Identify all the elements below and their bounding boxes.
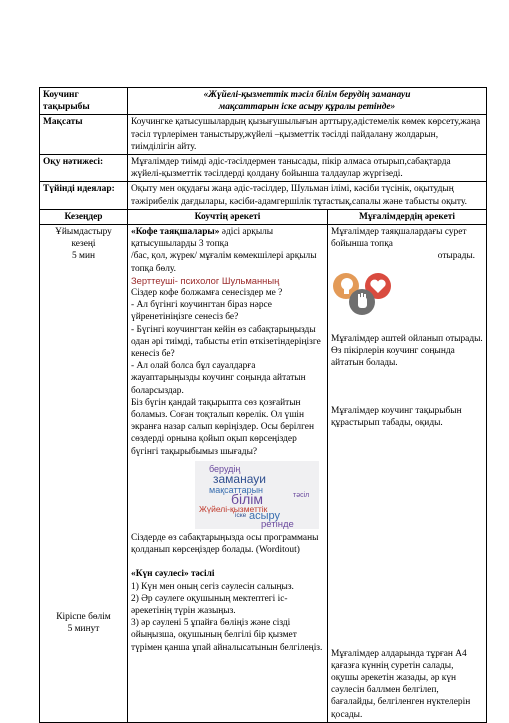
word-cloud-word: заманауи [213, 471, 266, 486]
teacher-action-3: Мұғалімдер коучинг тақырыбын құрастырып табады, оқиды. [331, 406, 462, 429]
goal-label: Мақсаты [40, 115, 128, 155]
stage-cell [40, 225, 128, 723]
outcome-row [40, 155, 487, 182]
topic-line-1: «Жүйелі-қызметтік тәсіл білім берудің заманауи [203, 90, 411, 100]
worditout-text: Сіздерде өз сабақтарыңызда осы программаны қолданып көрсеңіздер болады. (Worditout) [131, 532, 319, 556]
lesson-plan-table [39, 87, 487, 723]
header-coach-actions: Коучтің әрекеті [128, 209, 328, 224]
word-cloud-word: тәсіл [293, 491, 310, 499]
topic-value [128, 88, 487, 115]
teacher-action-1: Мұғалімдер таяқшалардағы сурет бойынша топқа [331, 227, 467, 250]
teacher-actions-cell [328, 225, 487, 723]
sun-step-1: 1) Күн мен оның сегіз сәулесін салыңыз. [131, 581, 294, 592]
table-header-row [40, 209, 487, 224]
key-ideas-row [40, 182, 487, 209]
question-3: - Бүгінгі коучингтан кейін өз сабақтарыңызды одан әрі тиімді, табысты етіп өткізетіндеріңізге кенесіз бе? [131, 324, 321, 360]
goal-value: Коучингке қатысушылардың қызығушылығын арттыру,әдістемелік көмек көрсету,жаңа тәсіл түрлерімен таныстыру,жүйелі –қызметтік тәсілді пайдалану жолдарын, тиімділігін айту. [128, 115, 487, 155]
teacher-action-1b: отырады. [437, 251, 475, 262]
sun-ray-title: «Күн сәулесі» [131, 569, 189, 580]
header-stages: Кезеңдер [40, 209, 128, 224]
hand-icon [349, 289, 375, 315]
stage2-name: Кіріспе бөлім [56, 611, 111, 622]
topic-row [40, 88, 487, 115]
stage1-duration: 5 мин [72, 251, 95, 262]
key-ideas-value: Оқыту мен оқудағы жаңа әдіс-тәсілдер, Шульман ілімі, кәсіби түсінік, оқытудың тәжірибелік дағдылары, кәсіби-адамгершілік тұтастық,сапалы және табысты оқыту. [128, 182, 487, 209]
coach-line-2: /бас, қол, жүрек/ мұғалім көмекшілері арқылы топқа бөлу. [131, 251, 317, 274]
stage-row [40, 225, 487, 723]
outcome-value: Мұғалімдер тиімді әдіс-тәсілдермен танысады, пікір алмаса отырып,сабақтарда жүйелі-қызметтік тәсілдерді қолдану бойынша талдаулар жүргізеді. [128, 155, 487, 182]
head-heart-hand-icons [331, 269, 483, 315]
word-cloud-word: білім [231, 490, 264, 507]
word-cloud-word: асыру [249, 509, 281, 522]
sun-step-2: 2) Әр сәулеге оқушының мектептегі іс-әрекетінің түрін жазыңыз. [131, 593, 288, 616]
topic-line-2: мақсаттарын іске асыру құралы ретінде» [218, 102, 396, 113]
coffee-sticks-title: «Кофе таяқшалары» [131, 227, 220, 238]
coffee-sticks-rest: әдісі арқылы қатысушыларды 3 топқа [131, 227, 274, 250]
coffee-sticks-method [131, 226, 324, 250]
sun-step-3: 3) әр сәулені 5 ұпайға бөліңіз және сізді ойыңызша, оқушының белгілі бір қызмет түрімен қанша ұпай айналысатынын белгілеңіз. [131, 618, 323, 653]
teacher-action-2: Мұғалімдер әштей ойланып отырады. Өз пікірлерін коучинг соңында айтатын болады. [331, 333, 483, 369]
word-cloud-word: іске [235, 511, 247, 519]
word-cloud-word: ретінде [261, 518, 294, 530]
word-cloud-word: мақсаттарын [209, 484, 264, 495]
goal-row [40, 115, 487, 155]
teacher-action-4: Мұғалімдер алдарында тұрған А4 қағазға күннің суретін салады, оқушы әрекетін жазады, әр күн сәулесін баллмен белгілеп, бағалайды, белгіленген нүктелерін қосады. [331, 648, 471, 720]
topic-label: Коучинг тақырыбы [40, 88, 128, 115]
sun-ray-method [131, 568, 324, 580]
word-cloud-word: Жүйелі-қызметтік [199, 503, 268, 514]
question-1: Сіздер кофе болжамға сенесіздер ме ? [131, 288, 283, 299]
stage2-duration: 5 минут [67, 623, 100, 634]
header-teacher-actions: Мұғалімдердің әрекеті [328, 209, 487, 224]
sun-ray-rest: тәсілі [188, 569, 215, 580]
word-cloud-word: берудің [209, 463, 241, 474]
key-ideas-label: Түйінді идеялар: [40, 182, 128, 209]
word-cloud-image [195, 461, 319, 529]
psychologist-note: Зерттеуші- психолог Шульманның [131, 274, 280, 286]
stage1-name: Ұйымдастыру кезеңі [55, 227, 112, 250]
question-2: - Ал бүгінгі коучингтан біраз нәрсе үйренетініңізге сенесіз бе? [131, 300, 272, 323]
outcome-label: Оқу нәтижесі: [40, 155, 128, 182]
coach-actions-cell [128, 225, 328, 723]
topic-prompt-text: Біз бүгін қандай тақырыпта сөз қозғайтын боламыз. Соған тоқталып көрелік. Ол үшін экранға назар салып көріңіздер. Осы берілген сөздерді орнына қойып оқып көрсеңіздер бүгінгі тақырыбымыз шығады? [131, 397, 314, 457]
question-4: - Ал олай болса бұл сауалдарға жауаптарыңызды коучинг соңында айтатын боларсыздар. [131, 361, 306, 396]
